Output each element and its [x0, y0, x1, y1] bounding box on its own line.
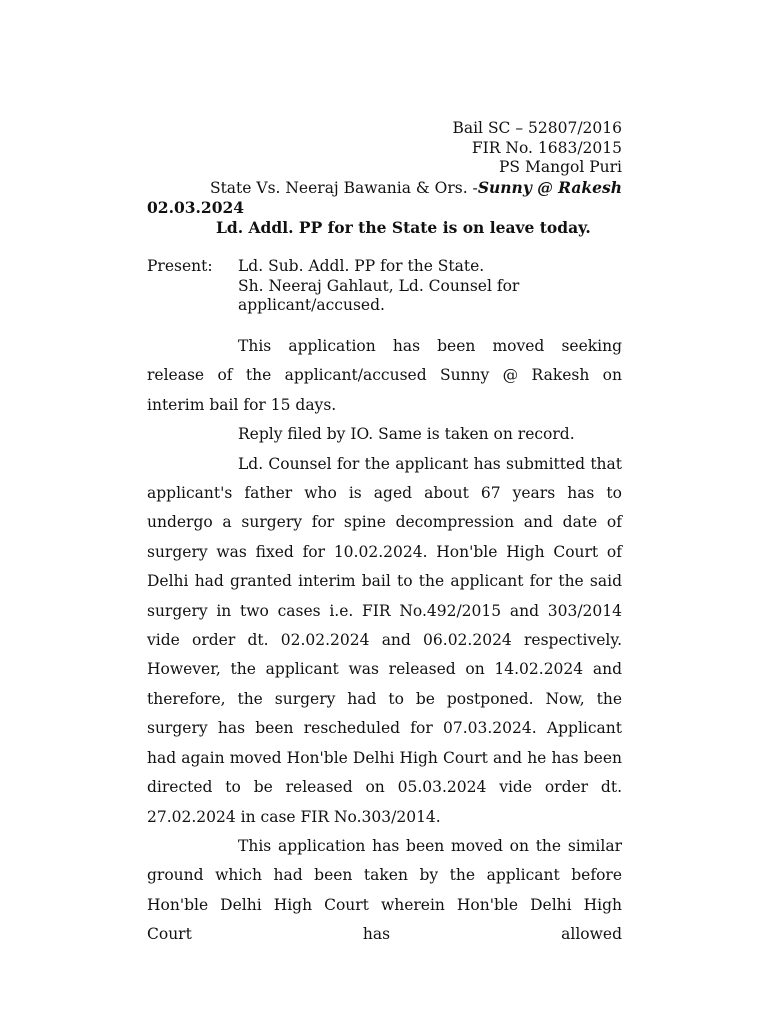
case-header: [210, 119, 622, 198]
body-paragraph: Ld. Counsel for the applicant has submitted that applicant's father who is aged about 67 years has to undergo a surgery for spine decompression and date of surgery was fixed for 10.02.2024. Hon'ble High Court of Delhi had granted interim bail to the applicant for the said surgery in two cases i.e. FIR No.492/2015 and 303/2014 vide order dt. 02.02.2024 and 06.02.2024 respectively. However, the applicant was released on 14.02.2024 and therefore, the surgery had to be postponed. Now, the surgery has been rescheduled for 07.03.2024. Applicant had again moved Hon'ble Delhi High Court and he has been directed to be released on 05.03.2024 vide order dt. 27.02.2024 in case FIR No.303/2014.: [147, 454, 622, 826]
case-title-prefix: State Vs. Neeraj Bawania & Ors. -: [209, 178, 478, 197]
body-paragraph: Reply filed by IO. Same is taken on record.: [238, 425, 575, 444]
body-paragraph: This application has been moved seeking release of the applicant/accused Sunny @ Rakesh on interim bail for 15 days.: [147, 337, 622, 414]
present-line: applicant/accused.: [238, 296, 385, 315]
order-date: 02.03.2024: [147, 198, 245, 217]
body-paragraph: This application has been moved on the similar ground which had been taken by the applicant before Hon'ble Delhi High Court wherein Hon'ble Delhi High Court has allowed: [147, 836, 622, 944]
present-label: Present:: [147, 257, 213, 275]
present-list: [238, 257, 622, 316]
case-title: [210, 178, 622, 199]
applicant-name: Sunny @ Rakesh: [477, 177, 622, 197]
fir-number: FIR No. 1683/2015: [471, 138, 622, 157]
order-body: [147, 332, 622, 950]
police-station: PS Mangol Puri: [499, 158, 622, 177]
present-line: Sh. Neeraj Gahlaut, Ld. Counsel for: [238, 276, 520, 295]
present-line: Ld. Sub. Addl. PP for the State.: [238, 257, 485, 275]
case-number: Bail SC – 52807/2016: [452, 119, 622, 137]
pp-leave-note: Ld. Addl. PP for the State is on leave today.: [216, 218, 591, 237]
